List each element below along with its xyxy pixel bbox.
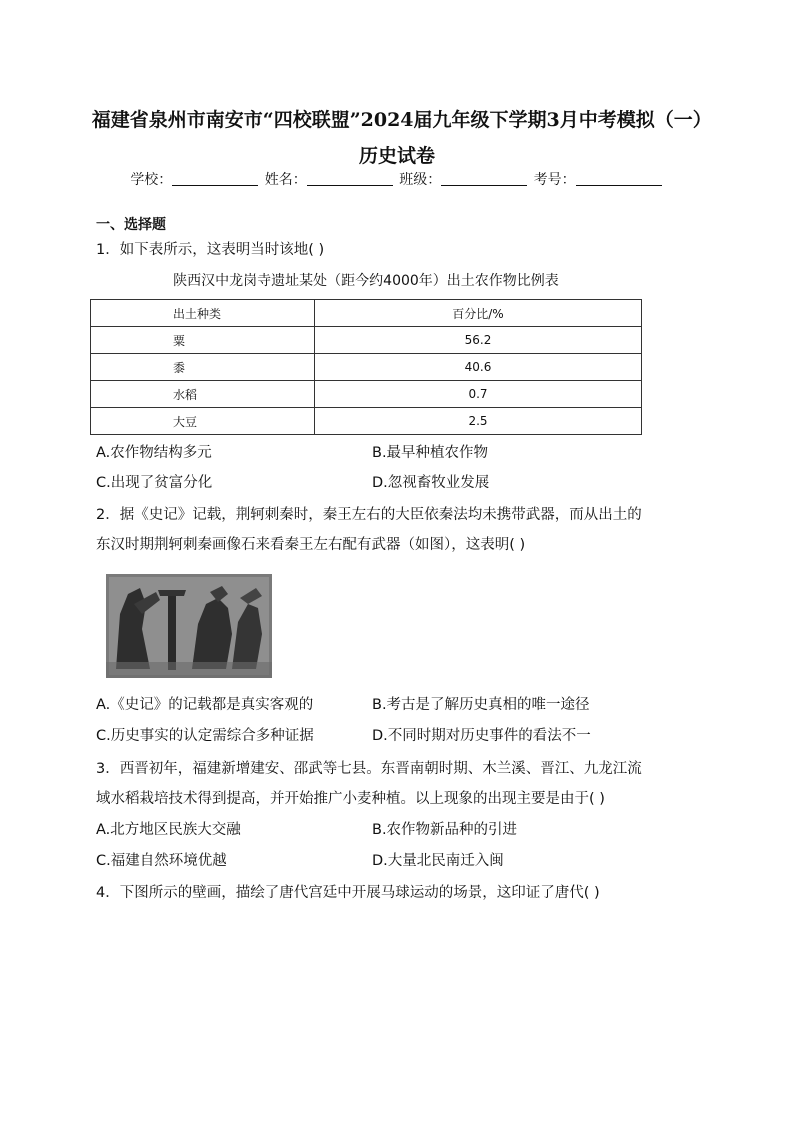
table-caption: 陕西汉中龙岗寺遗址某处（距今约4000年）出土农作物比例表 bbox=[173, 273, 559, 289]
exam-title: 福建省泉州市南安市“四校联盟”2024届九年级下学期3月中考模拟（一）历史试卷 bbox=[91, 109, 703, 167]
q3-option-b[interactable]: B.农作物新品种的引进 bbox=[372, 822, 518, 838]
table-header-row bbox=[91, 300, 642, 327]
question-2-stem-line-2: 东汉时期荆轲刺秦画像石来看秦王左右配有武器（如图），这表明( ) bbox=[96, 537, 526, 553]
q1-option-b[interactable]: B.最早种植农作物 bbox=[372, 445, 489, 461]
table-row bbox=[91, 354, 642, 381]
question-3-stem-line-1: 3．西晋初年，福建新增建安、邵武等七县。东晋南朝时期、木兰溪、晋江、九龙江流 bbox=[96, 761, 642, 777]
q3-option-a[interactable]: A.北方地区民族大交融 bbox=[96, 822, 241, 838]
q2-option-d[interactable]: D.不同时期对历史事件的看法不一 bbox=[372, 728, 591, 744]
q1-option-c[interactable]: C.出现了贫富分化 bbox=[96, 475, 213, 491]
question-4-stem: 4．下图所示的壁画，描绘了唐代宫廷中开展马球运动的场景，这印证了唐代( ) bbox=[96, 885, 600, 901]
q2-option-c[interactable]: C.历史事实的认定需综合多种证据 bbox=[96, 728, 314, 744]
crop-percent: 0.7 bbox=[315, 381, 642, 408]
crop-ratio-table bbox=[90, 299, 642, 435]
crop-percent: 56.2 bbox=[315, 327, 642, 354]
crop-name: 大豆 bbox=[91, 408, 315, 435]
table-row bbox=[91, 408, 642, 435]
crop-name: 黍 bbox=[91, 354, 315, 381]
q2-option-b[interactable]: B.考古是了解历史真相的唯一途径 bbox=[372, 697, 590, 713]
header-crop-type: 出土种类 bbox=[91, 300, 315, 327]
q1-option-d[interactable]: D.忽视畜牧业发展 bbox=[372, 475, 490, 491]
q3-option-c[interactable]: C.福建自然环境优越 bbox=[96, 853, 227, 869]
school-blank[interactable] bbox=[172, 171, 258, 186]
q3-option-d[interactable]: D.大量北民南迁入闽 bbox=[372, 853, 504, 869]
table-row bbox=[91, 381, 642, 408]
stone-relief-image bbox=[106, 574, 272, 678]
q2-option-a[interactable]: A.《史记》的记载都是真实客观的 bbox=[96, 697, 314, 713]
crop-percent: 40.6 bbox=[315, 354, 642, 381]
crop-name: 水稻 bbox=[91, 381, 315, 408]
class-blank[interactable] bbox=[441, 171, 527, 186]
number-blank[interactable] bbox=[576, 171, 662, 186]
question-2-stem-line-1: 2．据《史记》记载，荆轲刺秦时，秦王左右的大臣依秦法均未携带武器，而从出土的 bbox=[96, 507, 642, 523]
number-label: 考号： bbox=[533, 172, 576, 188]
question-1-stem: 1．如下表所示，这表明当时该地( ) bbox=[96, 242, 325, 258]
crop-name: 粟 bbox=[91, 327, 315, 354]
school-label: 学校： bbox=[130, 172, 173, 188]
name-blank[interactable] bbox=[307, 171, 393, 186]
student-info-line bbox=[0, 170, 794, 190]
header-percent: 百分比/% bbox=[315, 300, 642, 327]
section-heading: 一、选择题 bbox=[96, 217, 166, 233]
class-label: 班级： bbox=[399, 172, 442, 188]
crop-percent: 2.5 bbox=[315, 408, 642, 435]
name-label: 姓名： bbox=[264, 172, 307, 188]
stone-relief-illustration bbox=[106, 574, 272, 678]
q1-option-a[interactable]: A.农作物结构多元 bbox=[96, 445, 212, 461]
question-3-stem-line-2: 域水稻栽培技术得到提高，并开始推广小麦种植。以上现象的出现主要是由于( ) bbox=[96, 791, 605, 807]
table-row bbox=[91, 327, 642, 354]
